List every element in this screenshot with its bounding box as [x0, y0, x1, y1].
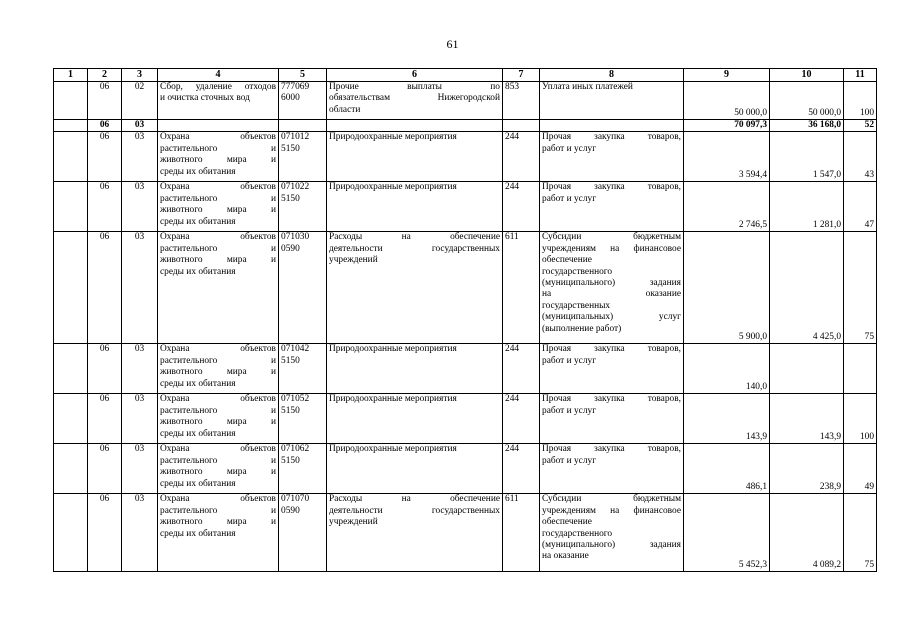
cell-target-code: [279, 182, 327, 232]
cell-expense-code: 244: [503, 132, 540, 182]
cell-actual-amount: 4 089,2: [770, 494, 844, 572]
cell-subsection-name-line: среды их обитания: [160, 528, 236, 539]
cell-target-code: [279, 394, 327, 444]
cell-target-code-line: 071012: [281, 132, 310, 143]
cell-target-name-line: учреждений: [329, 517, 378, 528]
cell-percent: 47: [844, 182, 877, 232]
cell-col1: [54, 182, 88, 232]
cell-target-code-line: 071062: [281, 444, 310, 455]
cell-expense-name-line: Прочая закупка товаров,: [542, 444, 681, 455]
cell-section: 06: [88, 444, 122, 494]
cell-expense-name-line: Уплата иных платежей: [542, 82, 633, 92]
cell-subsection-name-line: Охрана объектов: [160, 132, 276, 143]
cell-subsection: 03: [122, 344, 158, 394]
cell-actual-amount: 1 281,0: [770, 182, 844, 232]
cell-percent: 52: [844, 120, 877, 132]
cell-actual-amount: 4 425,0: [770, 232, 844, 344]
cell-target-code-line: 6000: [281, 93, 300, 104]
cell-col1: [54, 232, 88, 344]
cell-subsection: 03: [122, 132, 158, 182]
cell-target-name-line: деятельности государственных: [329, 243, 500, 254]
cell-subsection-name-line: растительного и: [160, 243, 276, 254]
cell-subsection-name: [158, 132, 279, 182]
header-cell-6: 6: [327, 69, 503, 82]
cell-subsection-name-line: животного мира и: [160, 255, 276, 266]
table-row: [54, 444, 877, 494]
table-row: [54, 120, 877, 132]
cell-subsection-name-line: среды их обитания: [160, 266, 236, 277]
cell-target-name: [327, 232, 503, 344]
cell-target-name-line: обязательствам Нижегородской: [329, 93, 500, 104]
cell-expense-name: [540, 120, 684, 132]
cell-expense-code: 244: [503, 182, 540, 232]
table-row: [54, 232, 877, 344]
cell-target-name: [327, 132, 503, 182]
cell-subsection-name: [158, 82, 279, 120]
cell-expense-name: [540, 344, 684, 394]
cell-subsection-name: [158, 232, 279, 344]
page-number: 61: [446, 37, 459, 51]
cell-target-code: [279, 494, 327, 572]
cell-col1: [54, 494, 88, 572]
cell-subsection-name: [158, 444, 279, 494]
table-body: [54, 69, 877, 572]
cell-subsection-name: [158, 182, 279, 232]
cell-subsection-name-line: животного мира и: [160, 205, 276, 216]
cell-expense-name: [540, 132, 684, 182]
cell-target-code-line: 071042: [281, 344, 310, 355]
cell-target-code-line: 5150: [281, 143, 300, 154]
cell-section: 06: [88, 132, 122, 182]
cell-planned-amount: 70 097,3: [684, 120, 770, 132]
cell-target-name-line: Природоохранные мероприятия: [329, 444, 457, 455]
cell-expense-name-line: на оказание: [542, 289, 681, 300]
cell-expense-name-line: (муниципального) задания: [542, 540, 681, 551]
cell-expense-name-line: учреждениям на финансовое: [542, 243, 681, 254]
table-row: [54, 494, 877, 572]
cell-subsection-name-line: Охрана объектов: [160, 344, 276, 355]
cell-subsection: 03: [122, 394, 158, 444]
cell-col1: [54, 132, 88, 182]
cell-subsection-name-line: растительного и: [160, 505, 276, 516]
cell-expense-code: 244: [503, 394, 540, 444]
cell-expense-name-line: работ и услуг: [542, 455, 597, 466]
cell-expense-name-line: обеспечение: [542, 255, 592, 266]
cell-planned-amount: 140,0: [684, 344, 770, 394]
cell-percent: [844, 344, 877, 394]
cell-expense-name: [540, 494, 684, 572]
cell-expense-name: [540, 444, 684, 494]
cell-percent: 75: [844, 232, 877, 344]
header-cell-10: 10: [770, 69, 844, 82]
cell-subsection-name-line: животного мира и: [160, 155, 276, 166]
cell-target-code: [279, 120, 327, 132]
cell-expense-name-line: на оказание: [542, 551, 589, 562]
header-cell-11: 11: [844, 69, 877, 82]
cell-planned-amount: 3 594,4: [684, 132, 770, 182]
cell-target-name-line: Природоохранные мероприятия: [329, 132, 457, 143]
cell-planned-amount: 50 000,0: [684, 82, 770, 120]
cell-target-name-line: деятельности государственных: [329, 505, 500, 516]
cell-subsection-name: [158, 344, 279, 394]
cell-target-name-line: Природоохранные мероприятия: [329, 182, 457, 193]
cell-target-name-line: Расходы на обеспечение: [329, 232, 500, 243]
table-row: [54, 82, 877, 120]
cell-subsection-name-line: животного мира и: [160, 417, 276, 428]
cell-actual-amount: 50 000,0: [770, 82, 844, 120]
cell-target-code: [279, 132, 327, 182]
cell-subsection-name-line: растительного и: [160, 405, 276, 416]
cell-col1: [54, 120, 88, 132]
header-cell-9: 9: [684, 69, 770, 82]
cell-expense-name-line: государственного: [542, 266, 613, 277]
cell-target-code-line: 5150: [281, 405, 300, 416]
cell-actual-amount: 143,9: [770, 394, 844, 444]
cell-subsection-name: [158, 120, 279, 132]
cell-target-code-line: 0590: [281, 505, 300, 516]
cell-percent: 100: [844, 394, 877, 444]
cell-section: 06: [88, 82, 122, 120]
cell-section: 06: [88, 394, 122, 444]
cell-expense-code: 244: [503, 344, 540, 394]
cell-target-name: [327, 82, 503, 120]
cell-subsection: 03: [122, 232, 158, 344]
header-cell-3: 3: [122, 69, 158, 82]
cell-target-code-line: 777069: [281, 82, 310, 92]
cell-expense-name-line: (выполнение работ): [542, 323, 622, 334]
cell-planned-amount: 5 452,3: [684, 494, 770, 572]
cell-percent: 75: [844, 494, 877, 572]
cell-expense-code: [503, 120, 540, 132]
cell-percent: 43: [844, 132, 877, 182]
cell-subsection-name-line: Сбор, удаление отходов: [160, 82, 276, 92]
cell-target-code-line: 071022: [281, 182, 310, 193]
cell-subsection-name-line: животного мира и: [160, 467, 276, 478]
cell-percent: 49: [844, 444, 877, 494]
cell-target-name: [327, 182, 503, 232]
cell-expense-name-line: учреждениям на финансовое: [542, 505, 681, 516]
cell-actual-amount: 36 168,0: [770, 120, 844, 132]
cell-target-code: [279, 82, 327, 120]
cell-target-name: [327, 444, 503, 494]
cell-subsection-name-line: среды их обитания: [160, 378, 236, 389]
cell-actual-amount: 238,9: [770, 444, 844, 494]
cell-expense-code: 853: [503, 82, 540, 120]
cell-expense-code: 611: [503, 232, 540, 344]
cell-target-name-line: Природоохранные мероприятия: [329, 394, 457, 405]
cell-col1: [54, 82, 88, 120]
cell-target-name-line: Прочие выплаты по: [329, 82, 500, 92]
cell-subsection-name-line: Охрана объектов: [160, 394, 276, 405]
cell-target-name: [327, 120, 503, 132]
cell-target-name-line: учреждений: [329, 255, 378, 266]
cell-target-code-line: 071030: [281, 232, 310, 243]
cell-subsection-name-line: Охрана объектов: [160, 444, 276, 455]
cell-subsection: 03: [122, 494, 158, 572]
cell-col1: [54, 444, 88, 494]
cell-expense-name-line: государственных: [542, 300, 611, 311]
cell-expense-name-line: Прочая закупка товаров,: [542, 132, 681, 143]
cell-subsection-name-line: среды их обитания: [160, 428, 236, 439]
cell-section: 06: [88, 182, 122, 232]
cell-subsection: 03: [122, 444, 158, 494]
cell-expense-name: [540, 182, 684, 232]
cell-subsection-name-line: среды их обитания: [160, 478, 236, 489]
cell-expense-name-line: работ и услуг: [542, 355, 597, 366]
cell-target-code-line: 071070: [281, 494, 310, 505]
cell-subsection-name: [158, 394, 279, 444]
cell-subsection-name-line: и очистка сточных вод: [160, 93, 250, 104]
header-cell-4: 4: [158, 69, 279, 82]
cell-percent: 100: [844, 82, 877, 120]
cell-actual-amount: 1 547,0: [770, 132, 844, 182]
cell-subsection-name: [158, 494, 279, 572]
cell-subsection-name-line: Охрана объектов: [160, 182, 276, 193]
budget-table: [53, 68, 877, 572]
cell-expense-name-line: работ и услуг: [542, 193, 597, 204]
cell-subsection-name-line: растительного и: [160, 355, 276, 366]
cell-target-name: [327, 494, 503, 572]
cell-target-code-line: 071052: [281, 394, 310, 405]
cell-subsection-name-line: растительного и: [160, 193, 276, 204]
cell-target-code: [279, 232, 327, 344]
cell-section: 06: [88, 344, 122, 394]
cell-planned-amount: 2 746,5: [684, 182, 770, 232]
header-cell-5: 5: [279, 69, 327, 82]
cell-expense-name-line: Прочая закупка товаров,: [542, 344, 681, 355]
cell-expense-name-line: Субсидии бюджетным: [542, 494, 681, 505]
cell-planned-amount: 486,1: [684, 444, 770, 494]
table-row: [54, 394, 877, 444]
cell-target-code-line: 5150: [281, 193, 300, 204]
cell-expense-name-line: работ и услуг: [542, 405, 597, 416]
cell-actual-amount: [770, 344, 844, 394]
table-row: [54, 132, 877, 182]
cell-expense-name-line: Прочая закупка товаров,: [542, 182, 681, 193]
cell-target-name-line: Природоохранные мероприятия: [329, 344, 457, 355]
cell-subsection-name-line: животного мира и: [160, 367, 276, 378]
cell-subsection-name-line: Охрана объектов: [160, 232, 276, 243]
cell-target-code-line: 5150: [281, 455, 300, 466]
header-cell-1: 1: [54, 69, 88, 82]
cell-expense-name-line: Прочая закупка товаров,: [542, 394, 681, 405]
cell-planned-amount: 5 900,0: [684, 232, 770, 344]
cell-target-name-line: Расходы на обеспечение: [329, 494, 500, 505]
cell-expense-code: 611: [503, 494, 540, 572]
cell-target-code: [279, 344, 327, 394]
cell-col1: [54, 344, 88, 394]
cell-section: 06: [88, 232, 122, 344]
cell-subsection: 03: [122, 182, 158, 232]
table-row: [54, 344, 877, 394]
cell-expense-name-line: государственного: [542, 528, 613, 539]
cell-expense-name-line: (муниципальных) услуг: [542, 312, 681, 323]
cell-section: 06: [88, 120, 122, 132]
cell-target-name: [327, 394, 503, 444]
header-row: [54, 69, 877, 82]
cell-subsection-name-line: Охрана объектов: [160, 494, 276, 505]
header-cell-7: 7: [503, 69, 540, 82]
cell-subsection-name-line: растительного и: [160, 143, 276, 154]
cell-expense-name-line: работ и услуг: [542, 143, 597, 154]
cell-target-code-line: 5150: [281, 355, 300, 366]
cell-expense-name-line: Субсидии бюджетным: [542, 232, 681, 243]
cell-subsection-name-line: среды их обитания: [160, 166, 236, 177]
cell-expense-name: [540, 82, 684, 120]
cell-subsection-name-line: животного мира и: [160, 517, 276, 528]
header-cell-2: 2: [88, 69, 122, 82]
cell-section: 06: [88, 494, 122, 572]
header-cell-8: 8: [540, 69, 684, 82]
cell-col1: [54, 394, 88, 444]
cell-subsection: 03: [122, 120, 158, 132]
cell-target-code: [279, 444, 327, 494]
cell-planned-amount: 143,9: [684, 394, 770, 444]
cell-subsection-name-line: среды их обитания: [160, 216, 236, 227]
cell-target-name-line: области: [329, 104, 361, 115]
cell-subsection: 02: [122, 82, 158, 120]
cell-target-code-line: 0590: [281, 243, 300, 254]
cell-expense-code: 244: [503, 444, 540, 494]
table-row: [54, 182, 877, 232]
cell-expense-name-line: (муниципального) задания: [542, 278, 681, 289]
cell-subsection-name-line: растительного и: [160, 455, 276, 466]
cell-expense-name: [540, 394, 684, 444]
cell-target-name: [327, 344, 503, 394]
cell-expense-name-line: обеспечение: [542, 517, 592, 528]
cell-expense-name: [540, 232, 684, 344]
